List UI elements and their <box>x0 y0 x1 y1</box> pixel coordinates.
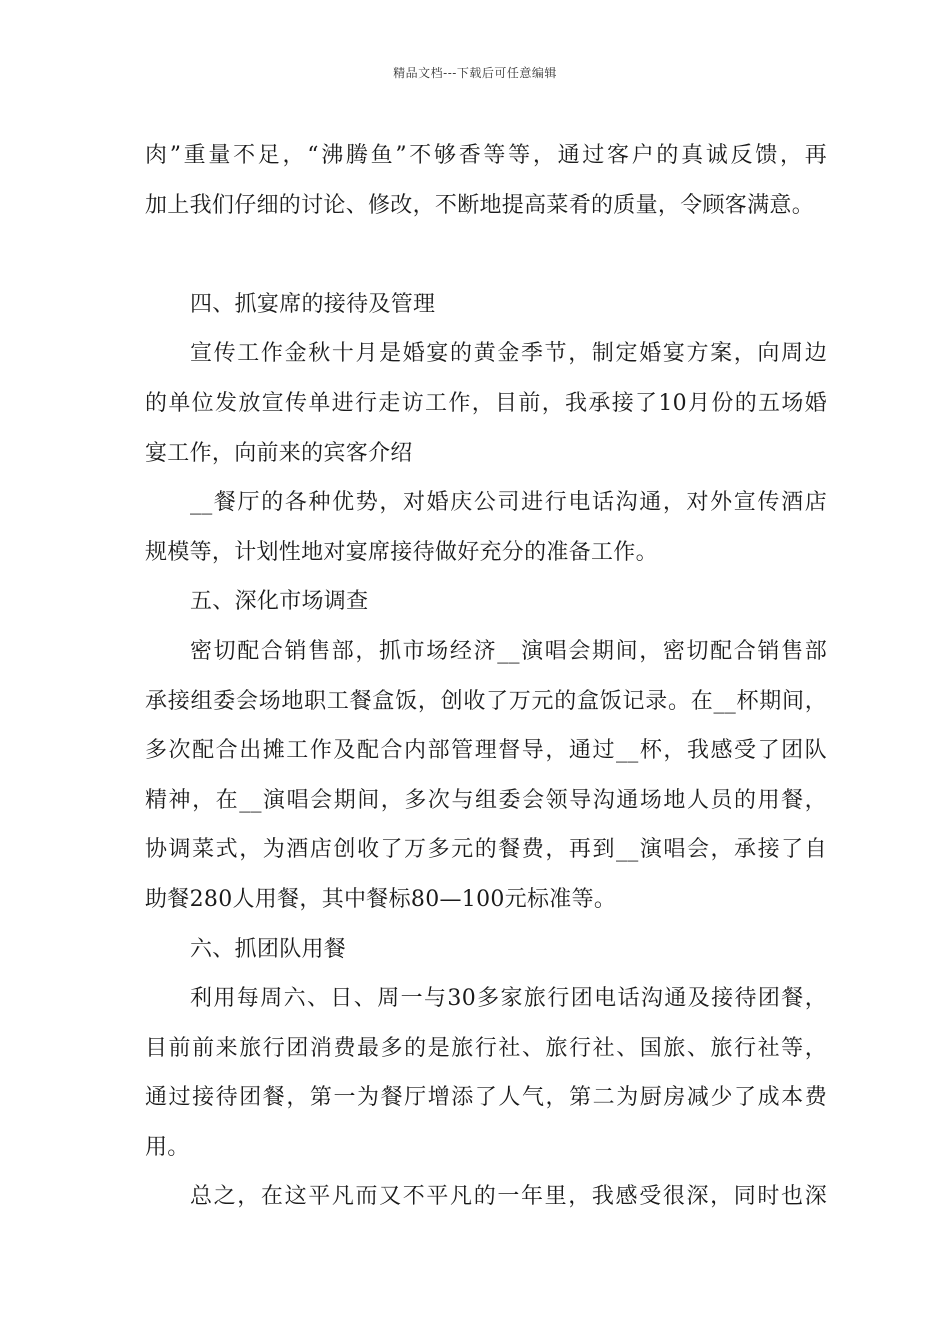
text-line: 利用每周六、日、周一与30多家旅行团电话沟通及接待团餐， <box>190 986 827 1012</box>
text-line: 多次配合出摊工作及配合内部管理督导，通过__杯，我感受了团队 <box>145 738 827 764</box>
text-line: 精神，在__演唱会期间，多次与组委会领导沟通场地人员的用餐， <box>145 787 827 813</box>
text-line: 宣传工作金秋十月是婚宴的黄金季节，制定婚宴方案，向周边 <box>190 341 827 367</box>
page-header: 精品文档---下载后可任意编辑 <box>393 66 557 80</box>
text-line: 加上我们仔细的讨论、修改，不断地提高菜肴的质量，令顾客满意。 <box>145 192 815 218</box>
text-line: 通过接待团餐，第一为餐厅增添了人气，第二为厨房减少了成本费 <box>145 1085 827 1111</box>
section-heading: 六、抓团队用餐 <box>190 936 347 962</box>
section-heading: 五、深化市场调查 <box>190 589 369 615</box>
text-line: 协调菜式，为酒店创收了万多元的餐费，再到__演唱会，承接了自 <box>145 837 827 863</box>
text-line: 肉”重量不足，“沸腾鱼”不够香等等，通过客户的真诚反馈，再 <box>145 143 827 168</box>
text-line: 总之，在这平凡而又不平凡的一年里，我感受很深，同时也深 <box>190 1184 827 1210</box>
section-heading: 四、抓宴席的接待及管理 <box>190 291 436 317</box>
text-line: 密切配合销售部，抓市场经济__演唱会期间，密切配合销售部 <box>190 638 827 664</box>
text-line: 用。 <box>145 1134 190 1160</box>
text-line: 的单位发放宣传单进行走访工作，目前，我承接了10月份的五场婚 <box>145 390 827 416</box>
paragraph-gap <box>145 230 827 280</box>
text-line: 规模等，计划性地对宴席接待做好充分的准备工作。 <box>145 539 658 565</box>
text-line: __餐厅的各种优势，对婚庆公司进行电话沟通，对外宣传酒店 <box>190 490 827 516</box>
text-line: 目前前来旅行团消费最多的是旅行社、旅行社、国旅、旅行社等， <box>145 1035 827 1061</box>
text-line: 宴工作，向前来的宾客介绍 <box>145 440 413 466</box>
document-body <box>145 131 827 1222</box>
text-line: 助餐280人用餐，其中餐标80—100元标准等。 <box>145 886 617 912</box>
text-line: 承接组委会场地职工餐盒饭，创收了万元的盒饭记录。在__杯期间， <box>145 688 827 714</box>
